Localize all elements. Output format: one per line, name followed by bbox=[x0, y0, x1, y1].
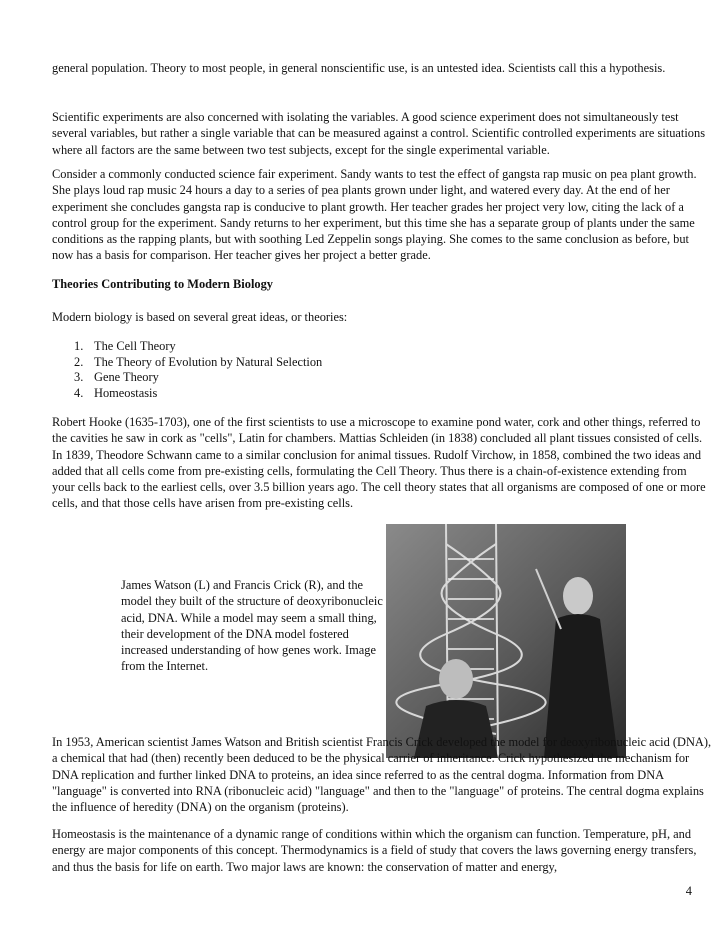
list-item: 2. The Theory of Evolution by Natural Selection bbox=[74, 354, 323, 369]
list-item: 3. Gene Theory bbox=[74, 370, 159, 385]
watson-crick-photo bbox=[386, 524, 626, 758]
paragraph-dna: In 1953, American scientist James Watson and British scientist Francis Crick developed the model for deoxyribonucleic acid (DNA), a chemical that had (then) recently been deduced to be the physical carrier of inheritance. Crick hypothesized the mechanism for DNA replication and further linked DNA to proteins, an idea since referred to as the central dogma. Information from DNA "language" is converted into RNA (ribonucleic acid) "language" and then to the "language" of proteins. The central dogma explains the influence of heredity (DNA) on the organism (proteins). bbox=[52, 735, 712, 815]
section-heading-theories: Theories Contributing to Modern Biology bbox=[52, 277, 273, 291]
theories-list bbox=[74, 339, 322, 401]
list-item: 1. The Cell Theory bbox=[74, 339, 176, 353]
paragraph-modern-biology: Modern biology is based on several great ideas, or theories: bbox=[52, 310, 348, 324]
figure-caption: James Watson (L) and Francis Crick (R), and the model they built of the structure of deoxyribonucleic acid, DNA. While a model may seem a small thing, their development of the DNA model fostered increased understanding of how genes work. Image from the Internet. bbox=[121, 578, 383, 674]
paragraph-hypothesis: general population. Theory to most people, in general nonscientific use, is an untested idea. Scientists call this a hypothesis. bbox=[52, 61, 666, 75]
paragraph-homeostasis: Homeostasis is the maintenance of a dynamic range of conditions within which the organism can function. Temperature, pH, and energy are major components of this concept. Thermodynamics is a field of study that covers the laws governing energy transfers, and thus the basis for life on earth. Two major laws are known: the conservation of matter and energy, bbox=[52, 827, 697, 874]
paragraph-cell-theory: Robert Hooke (1635-1703), one of the first scientists to use a microscope to examine pond water, cork and other things, referred to the cavities he saw in cork as "cells", Latin for chambers. Mattias Schleiden (in 1838) concluded all plant tissues consisted of cells. In 1839, Theodore Schwann came to a similar conclusion for animal tissues. Rudolf Virchow, in 1858, combined the two ideas and added that all cells come from pre-existing cells, formulating the Cell Theory. Thus there is a chain-of-existence extending from your cells back to the earliest cells, over 3.5 billion years ago. The cell theory states that all organisms are composed of one or more cells, and that those cells have arisen from pre-existing cells. bbox=[52, 415, 706, 511]
page-number: 4 bbox=[685, 884, 692, 898]
paragraph-sandy-experiment: Consider a commonly conducted science fair experiment. Sandy wants to test the effect of gangsta rap music on pea plant growth. She plays loud rap music 24 hours a day to a series of pea plants grown under light, and watered every day. At the end of her experiment she concludes gangsta rap is conducive to plant growth. Her teacher grades her project very low, citing the lack of a control group for the experiment. Sandy returns to her experiment, but this time she has a separate group of plants under the same conditions as the rapping plants, but with soothing Led Zeppelin songs playing. She comes to the same conclusion as before, but now has a basis for comparison. Her teacher gives her project a better grade. bbox=[52, 167, 697, 263]
list-item: 4. Homeostasis bbox=[74, 385, 158, 400]
paragraph-variables: Scientific experiments are also concerned with isolating the variables. A good science experiment does not simultaneously test several variables, but rather a single variable that can be measured against a control. Scientific controlled experiments are situations where all factors are the same between two test subjects, except for the single experimental variable. bbox=[52, 110, 706, 157]
